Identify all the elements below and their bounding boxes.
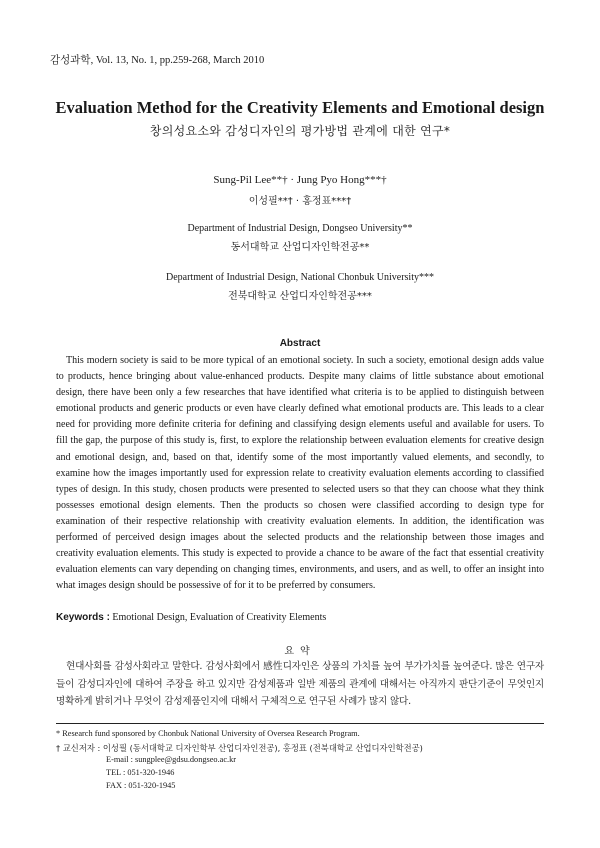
author-names-korean: 이성필**† · 홍정표***† xyxy=(248,196,352,207)
affiliation-chonbuk-korean: 전북대학교 산업디자인학전공*** xyxy=(228,291,372,302)
paper-title: Evaluation Method for the Creativity Elements and Emotional design xyxy=(55,98,545,117)
keywords-value: Emotional Design, Evaluation of Creativity Elements xyxy=(112,612,327,623)
abstract-body: This modern society is said to be more typical of an emotional society. In such a society, emotional design adds value to products, hence bringing about value-enhanced products. Despite many claims of little substance about emotional design, there have been only a few researches that have identified what criteria is to be applied to distinguish between emotional products and generic products or even have clearly defined what emotional products are. This leads to a clear need for providing more definite criteria for defining and classifying design elements useful and available for users. To fill the gap, the purpose of this study is, first, to explore the relationship between evaluation elements for creative design and emotional design, and, based on that, identify some of the most importantly valued elements, and secondly, to examine how the images importantly used for expression relate to creativity evaluation elements according to classified types of design. In this study, chosen products were presented to selected users so that they can choose what they think possesses emotional design elements. Then the products so chosen were classified according to design type for examination of their respective relationship with creativity evaluation elements. In addition, the identification was performed of perceived design images about the selected products and the relationship between those images and creativity evaluation elements. This study is expected to provide a chance to be aware of the fact that essential creativity evaluation elements can vary depending on changing times, environments, and users, and as well, to offer an insight into what images design should be possessive of for it to be preferred by consumers. xyxy=(56,355,544,592)
paper-subtitle-korean: 창의성요소와 감성디자인의 평가방법 관계에 대한 연구* xyxy=(149,124,451,138)
journal-citation: 감성과학, Vol. 13, No. 1, pp.259-268, March 2010 xyxy=(50,55,265,66)
footnote-fax: FAX : 051-320-1945 xyxy=(106,781,176,790)
affiliation-dongseo: Department of Industrial Design, Dongseo University** xyxy=(187,223,413,234)
affiliation-dongseo-korean: 동서대학교 산업디자인학전공** xyxy=(230,242,370,253)
keywords-label: Keywords : xyxy=(56,612,110,623)
footnote-funding: * Research fund sponsored by Chonbuk National University of Oversea Research Program. xyxy=(56,729,360,738)
abstract-heading: Abstract xyxy=(279,338,321,349)
footnote-email: E-mail : sungplee@gdsu.dongseo.ac.kr xyxy=(106,755,236,764)
affiliation-chonbuk: Department of Industrial Design, National Chonbuk University*** xyxy=(165,272,434,283)
author-names: Sung-Pil Lee**† · Jung Pyo Hong***† xyxy=(213,174,387,186)
footnote-tel: TEL : 051-320-1946 xyxy=(106,768,175,777)
footnote-divider xyxy=(56,723,544,724)
korean-abstract-heading: 요약 xyxy=(284,646,316,657)
korean-abstract-body: 현대사회를 감성사회라고 말한다. 감성사회에서 感性디자인은 상품의 가치를 높여 부가가치를 높여준다. 많은 연구자들이 감성디자인에 대하여 주장을 하고 있지만 감성제품과 일반 제품의 관계에 대해서는 아직까지 판단기준이 무엇인지 명확하게 밝히거나 무엇이 감성제품인지에 대해서 구체적으로 연구된 사례가 많지 않다. xyxy=(56,661,544,708)
footnote-corresponding-author: † 교신저자 : 이성필 (동서대학교 디자인학부 산업디자인전공), 홍정표 (전북대학교 산업디자인학전공) xyxy=(56,743,423,753)
keywords-line xyxy=(56,612,326,623)
